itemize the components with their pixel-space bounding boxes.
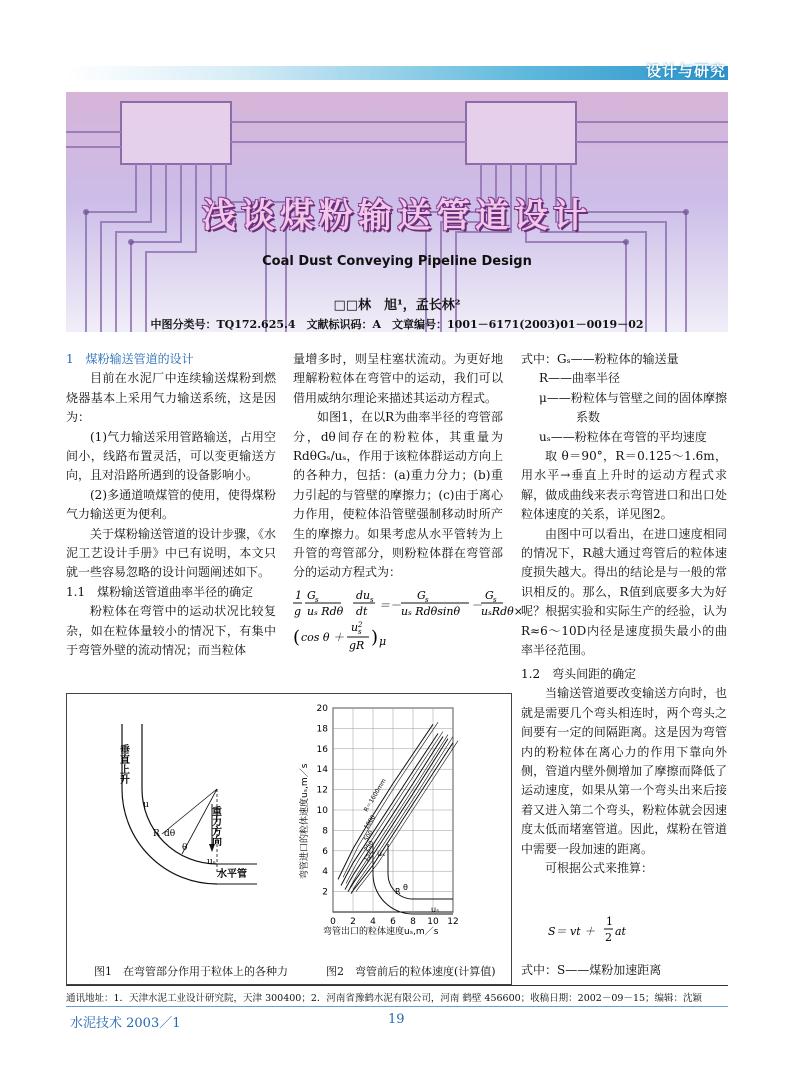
paragraph: (1)气力输送采用管路输送，占用空间小，线路布置灵活，可以变更输送方向，且对沿路所遇到的设备影响小。 — [66, 429, 276, 483]
svg-text:s: s — [315, 595, 319, 604]
label-horizontal: 水平管 — [217, 869, 247, 880]
svg-text:uₛRdθ×: uₛRdθ× — [481, 604, 523, 618]
svg-text:R: R — [395, 887, 401, 896]
x-tick-label: 8 — [410, 917, 416, 927]
label-vertical-rise: 垂直上升 — [117, 744, 129, 784]
svg-text:at: at — [615, 925, 626, 938]
series-line — [345, 737, 443, 890]
svg-text:G: G — [485, 588, 494, 602]
svg-text:R: R — [153, 829, 160, 839]
series-label: 125 — [363, 849, 376, 864]
footer-divider — [66, 1006, 728, 1007]
svg-text:θ: θ — [182, 843, 188, 853]
svg-text:1: 1 — [606, 915, 613, 928]
series-line — [341, 734, 438, 886]
figure2-caption: 图2 弯管前后的粒体速度(计算值) — [326, 965, 496, 978]
series-label: 1000 — [362, 813, 378, 831]
page-number: 19 — [388, 1012, 405, 1027]
svg-text:s: s — [493, 595, 497, 604]
column-3-lower — [521, 665, 727, 878]
paragraph: 当输送管道要改变输送方向时，也就是需要几个弯头相连时，两个弯头之间要有一定的间隔距离。这是因为弯管内的粉粒体在离心力的作用下靠向外侧，管道内壁外侧增加了摩擦而降低了运动速度，如果从第一个弯头出来后接着又进入第二个弯头，粉粒体就会因速度太低而堵塞管道。因此，煤粉在管道中需要一段加速的距离。 — [521, 686, 727, 856]
svg-text:gR: gR — [349, 638, 365, 652]
journal-name: 水泥技术 2003／1 — [70, 1016, 181, 1031]
paragraph: 由图中可以看出，在进口速度相同的情况下，R越大通过弯管后的粒体速度损失越大。得出的结论是与一般的常识相反的。那么，R值到底要多大为好呢？根据实验和实际生产的经验，认为R≈6～10D内径是速度损失最小的曲率半径范围。 — [521, 526, 727, 658]
svg-text:dt: dt — [356, 604, 368, 618]
column-2 — [293, 350, 523, 655]
y-tick-label: 16 — [316, 744, 328, 755]
label-gravity: 重力方向 — [209, 806, 221, 846]
header-color-bar — [66, 66, 728, 80]
svg-text:cos θ ＋: cos θ ＋ — [301, 630, 345, 644]
figure-box — [66, 693, 512, 985]
svg-text:θ: θ — [403, 883, 408, 892]
series-line-outer — [343, 722, 438, 877]
x-tick-label: 10 — [427, 917, 439, 927]
paragraph: 目前在水泥厂中连续输送煤粉到燃烧器基本上采用气力输送系统，这是因为： — [66, 371, 276, 425]
svg-text:uₛ: uₛ — [377, 849, 386, 858]
y-tick-label: 2 — [322, 887, 328, 898]
y-tick-label: 10 — [316, 806, 328, 816]
paragraph: 如图1，在以R为曲率半径的弯管部分，dθ间存在的粉粒体，其重量为RdθGₛ/uₛ，作用于该粒体群运动方向上的各种力，包括：(a)重力分力；(b)重力引起的与管壁的摩擦力；(c)由于离心力作用，使粒体沿管壁强制移动时所产生的摩擦力。如果考虑从水平管转为上升管的弯管部分，则粉粒体群在弯管部分的运动方程式为： — [293, 410, 503, 580]
footnote: 通讯地址：1．天津水泥工业设计研究院，天津 300400；2．河南省豫鹤水泥有限公司，河南 鹤壁 456600；收稿日期：2002－09－15；编辑：沈颖 — [66, 993, 703, 1004]
svg-text:S＝ vt ＋: S＝ vt ＋ — [548, 925, 596, 938]
paragraph: 可根据公式来推算： — [545, 861, 654, 876]
classification-line: 中图分类号：TQ172.625.4 文献标识码：A 文章编号：1001－6171(2003)01－0019－02 — [150, 318, 644, 331]
svg-text:－: － — [471, 598, 482, 612]
article-title-en: Coal Dust Conveying Pipeline Design — [262, 254, 532, 269]
authors: □□林 旭¹，孟长林² — [333, 298, 461, 313]
y-tick-label: 14 — [316, 765, 328, 776]
figure1-bend-diagram — [67, 694, 307, 984]
x-tick-label: 4 — [370, 917, 376, 927]
x-tick-label: 0 — [330, 917, 336, 927]
svg-text:＝－: ＝－ — [379, 598, 401, 612]
y-tick-label: 4 — [322, 867, 328, 878]
section-heading: 1 煤粉输送管道的设计 — [66, 352, 194, 366]
symbol-definition: R——曲率半径 — [539, 371, 621, 386]
figure1-caption: 图1 在弯管部分作用于粒体上的各种力 — [94, 965, 288, 978]
svg-text:uₛ Rdθ: uₛ Rdθ — [307, 604, 344, 618]
svg-text:): ) — [371, 626, 379, 648]
motion-equation — [293, 585, 523, 655]
svg-text:u: u — [351, 620, 359, 634]
svg-text:2: 2 — [605, 931, 612, 944]
section-tag: 设计与研究 — [645, 62, 726, 80]
column-1 — [66, 350, 276, 661]
paragraph: 粉粒体在弯管中的运动状况比较复杂，如在粒体量较小的情况下，有集中于弯管外壁的流动情况；而当粒体 — [66, 604, 276, 658]
y-tick-label: 18 — [316, 724, 328, 735]
article-title: 浅谈煤粉输送管道设计 — [202, 196, 592, 236]
symbol-definition: 式中：Gₛ——粉粒体的输送量 — [521, 352, 679, 366]
x-tick-label: 12 — [447, 917, 459, 927]
y-tick-label: 6 — [322, 846, 328, 857]
y-axis-label: 弯管进口的粒体速度uₛ,m／s — [300, 763, 310, 879]
x-tick-label: 2 — [350, 917, 356, 927]
svg-text:(: ( — [293, 626, 301, 648]
svg-text:uₛ: uₛ — [207, 857, 216, 867]
y-tick-label: 8 — [322, 826, 328, 837]
svg-text:μ: μ — [379, 634, 387, 648]
y-tick-label: 20 — [316, 704, 328, 714]
title-banner — [66, 92, 728, 332]
svg-text:μ: μ — [143, 800, 149, 810]
symbol-definition: 式中：S——煤粉加速距离 — [521, 963, 662, 977]
x-tick-label: 6 — [390, 917, 396, 927]
series-line-outer — [346, 732, 443, 884]
svg-text:1: 1 — [295, 588, 302, 602]
svg-text:2: 2 — [358, 620, 363, 629]
series-label: 500 — [362, 829, 375, 843]
svg-text:uₛ: uₛ — [431, 905, 440, 914]
subsection-heading: 1.2 弯头间距的确定 — [521, 667, 637, 681]
footnote-divider — [66, 985, 728, 986]
chart-series — [338, 722, 458, 893]
svg-text:s: s — [370, 595, 374, 604]
svg-text:dθ: dθ — [164, 829, 176, 839]
column-3 — [521, 350, 727, 661]
paragraph: 取 θ＝90°，R＝0.125～1.6m，用水平→垂直上升时的运动方程式求解，做成曲线来表示弯管进口和出口处粒体速度的关系，详见图2。 — [521, 449, 727, 522]
subsection-heading: 1.1 煤粉输送管道曲率半径的确定 — [66, 584, 254, 599]
paragraph: 量增多时，则呈柱塞状流动。为更好地理解粉粒体在弯管中的运动，我们可以借用威纳尔理论来描述其运动方程式。 — [293, 352, 503, 405]
symbol-definition: uₛ——粉粒体在弯管的平均速度 — [539, 429, 707, 444]
acceleration-formula — [548, 913, 638, 950]
svg-text:g: g — [294, 604, 302, 618]
svg-text:du: du — [356, 588, 371, 602]
svg-text:s: s — [425, 595, 429, 604]
svg-text:uₛ Rdθsinθ: uₛ Rdθsinθ — [401, 604, 461, 618]
svg-text:G: G — [307, 588, 316, 602]
svg-text:G: G — [417, 588, 426, 602]
series-line — [338, 724, 433, 879]
svg-text:s: s — [358, 627, 362, 636]
paragraph: 关于煤粉输送管道的设计步骤，《水泥工艺设计手册》中已有说明，本文只就一些容易忽略的设计问题阐述如下。 — [66, 526, 277, 580]
figure2-velocity-chart — [293, 694, 513, 984]
symbol-definition: μ——粉粒体与管壁之间的固体摩擦系数 — [539, 390, 727, 425]
series-label: R＝1600mm — [362, 777, 388, 814]
series-label: 250 — [362, 839, 376, 854]
y-tick-label: 12 — [316, 785, 328, 796]
x-axis-label: 弯管出口的粒体速度uₛ,m／s — [323, 927, 439, 937]
paragraph: (2)多通道喷煤管的使用，使得煤粉气力输送更为便利。 — [66, 487, 276, 522]
